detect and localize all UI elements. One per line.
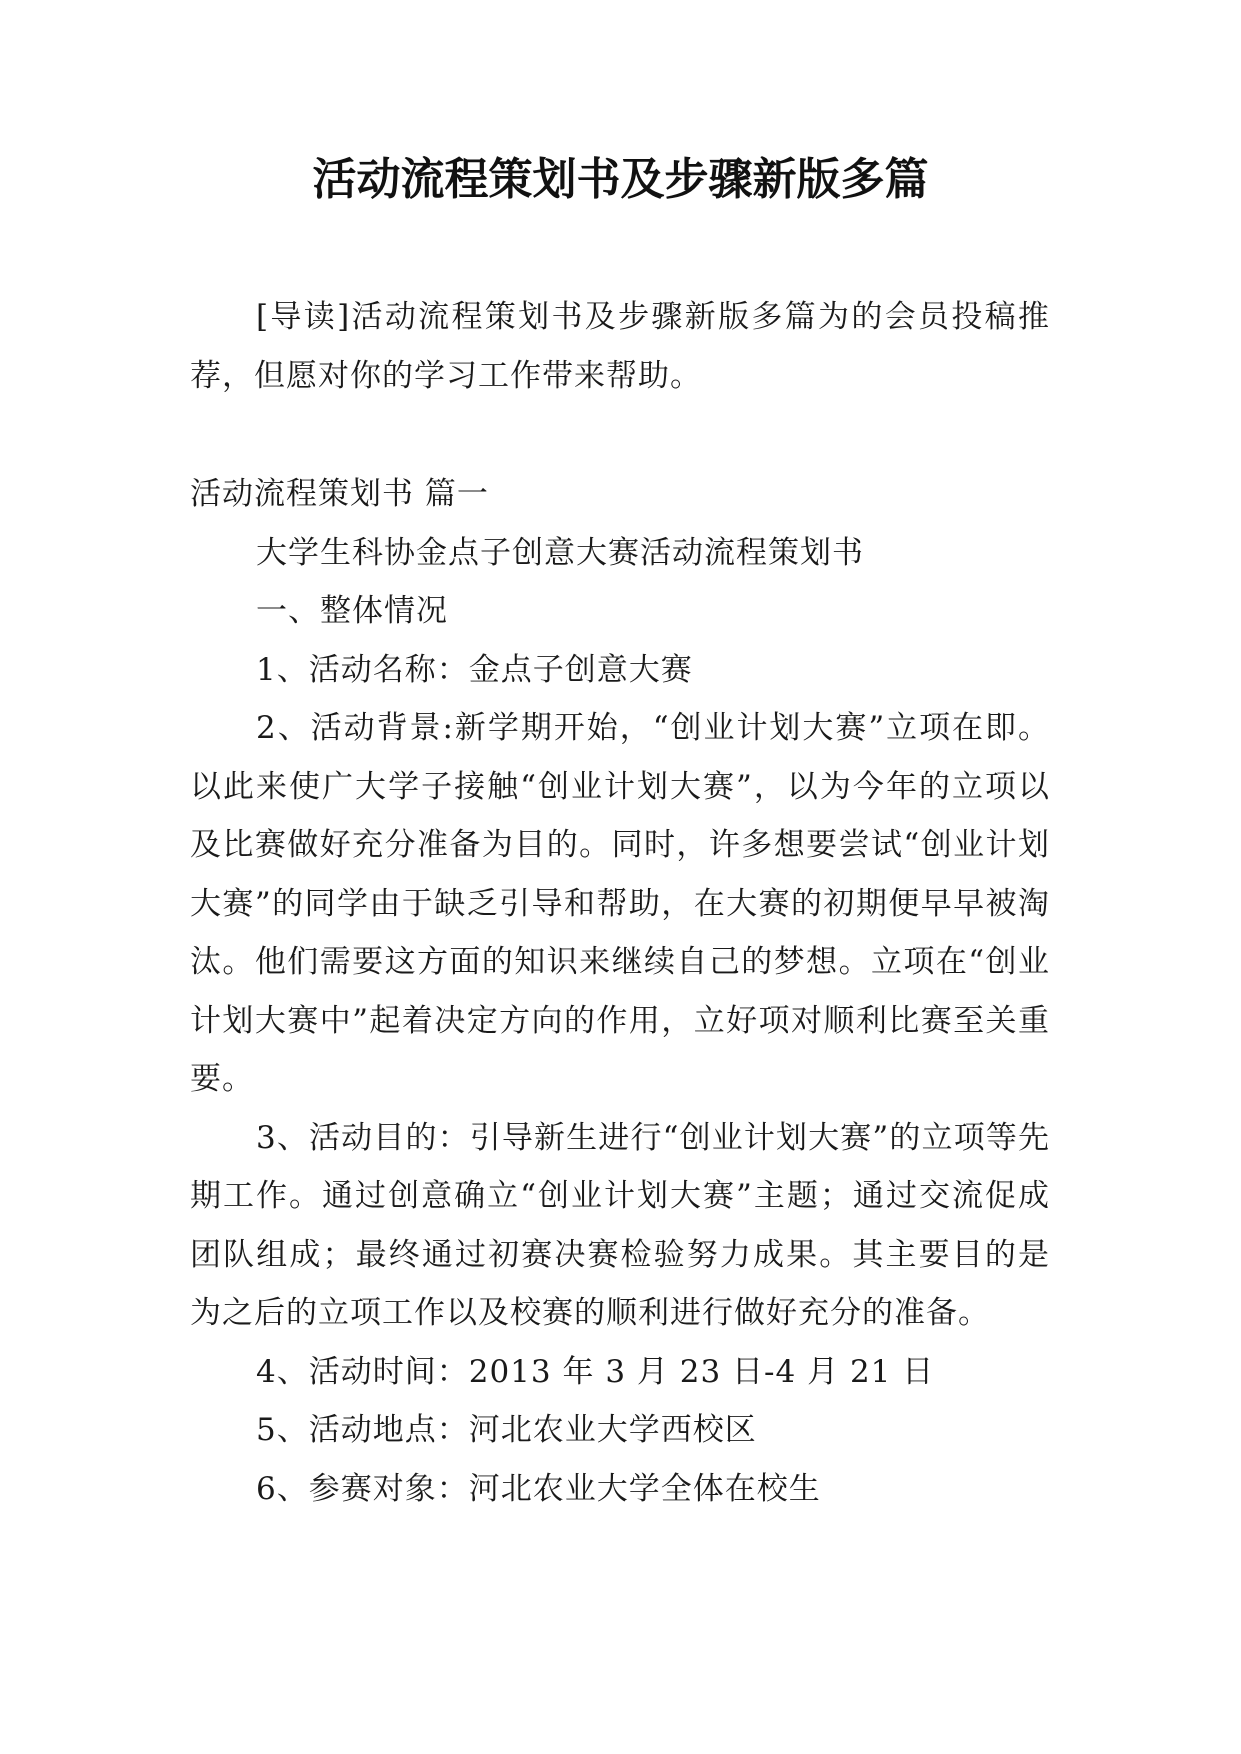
item-participants: 6、参赛对象：河北农业大学全体在校生 xyxy=(256,1470,821,1507)
document-body xyxy=(190,288,1050,1518)
document-title: 活动流程策划书及步骤新版多篇 xyxy=(312,154,929,205)
intro-paragraph: [导读]活动流程策划书及步骤新版多篇为的会员投稿推荐，但愿对你的学习工作带来帮助。 xyxy=(190,299,1050,394)
item-location: 5、活动地点：河北农业大学西校区 xyxy=(256,1412,757,1448)
item-background: 2、活动背景:新学期开始，“创业计划大赛”立项在即。以此来使广大学子接触“创业计划大赛”，以为今年的立项以及比赛做好充分准备为目的。同时，许多想要尝试“创业计划大赛”的同学由于缺乏引导和帮助，在大赛的初期便早早被淘汰。他们需要这方面的知识来继续自己的梦想。立项在“创业计划大赛中”起着决定方向的作用，立好项对顺利比赛至关重要。 xyxy=(190,710,1050,1097)
item-purpose: 3、活动目的：引导新生进行“创业计划大赛”的立项等先期工作。通过创意确立“创业计划大赛”主题；通过交流促成团队组成；最终通过初赛决赛检验努力成果。其主要目的是为之后的立项工作以及校赛的顺利进行做好充分的准备。 xyxy=(190,1119,1050,1331)
subtitle: 大学生科协金点子创意大赛活动流程策划书 xyxy=(256,534,864,571)
item-name: 1、活动名称：金点子创意大赛 xyxy=(256,651,693,688)
part-heading: 一、整体情况 xyxy=(256,593,448,629)
item-time: 4、活动时间：2013 年 3 月 23 日-4 月 21 日 xyxy=(256,1353,935,1390)
section-title: 活动流程策划书 篇一 xyxy=(190,476,489,512)
spacer xyxy=(190,405,1050,465)
